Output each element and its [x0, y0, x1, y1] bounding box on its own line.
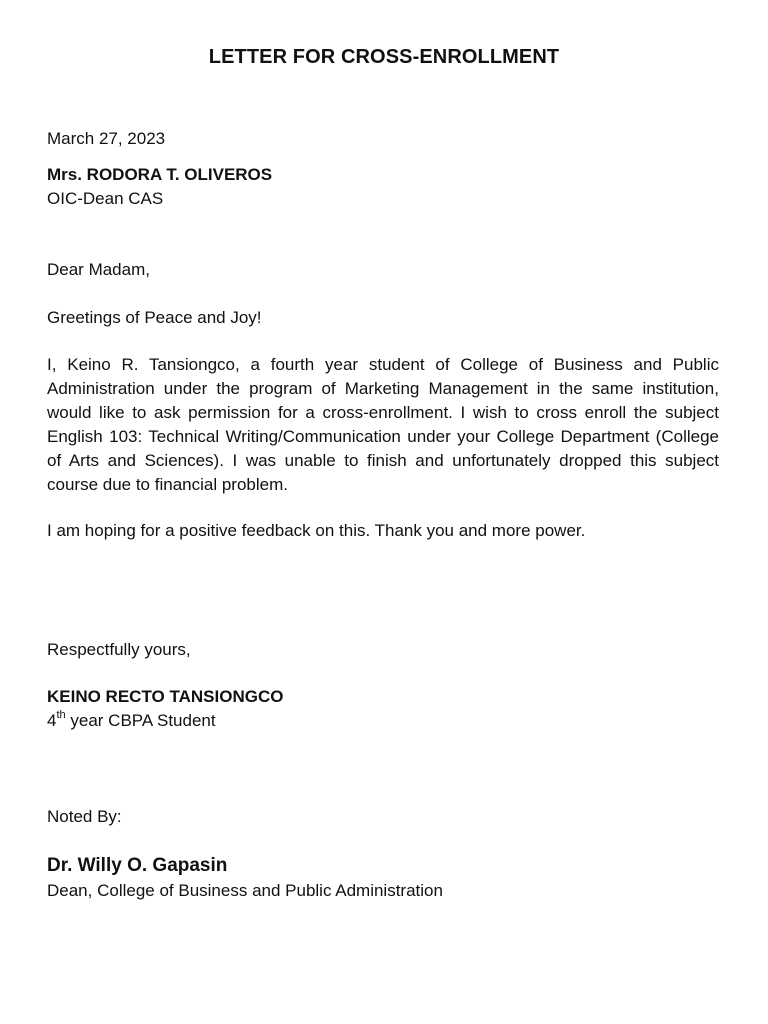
sender-year-rest: year CBPA Student	[65, 711, 216, 730]
salutation: Dear Madam,	[47, 260, 150, 279]
body-paragraph: I, Keino R. Tansiongco, a fourth year student of College of Business and Public Administration under the program of Marketing Management in the same institution, would like to ask permission for a cross-enrollment. I wish to cross enroll the subject English 103: Technical Writing/Communication under your College Department (College of Arts and Sciences). I was unable to finish and unfortunately dropped this subject course due to financial problem.	[47, 355, 719, 494]
noter-name: Dr. Willy O. Gapasin	[47, 855, 228, 876]
noted-by-label: Noted By:	[47, 807, 122, 826]
closing-paragraph: I am hoping for a positive feedback on this. Thank you and more power.	[47, 521, 586, 540]
greeting: Greetings of Peace and Joy!	[47, 308, 262, 327]
complimentary-close: Respectfully yours,	[47, 640, 191, 659]
recipient-name: Mrs. RODORA T. OLIVEROS	[47, 165, 273, 184]
noter-position: Dean, College of Business and Public Administration	[47, 881, 443, 900]
letter-date: March 27, 2023	[47, 129, 166, 148]
sender-year-suffix: th	[56, 709, 66, 722]
sender-position	[47, 709, 216, 733]
recipient-position: OIC-Dean CAS	[47, 189, 164, 208]
sender-year-number: 4	[47, 711, 57, 730]
sender-name: KEINO RECTO TANSIONGCO	[47, 687, 284, 706]
letter-title: LETTER FOR CROSS-ENROLLMENT	[208, 46, 560, 68]
